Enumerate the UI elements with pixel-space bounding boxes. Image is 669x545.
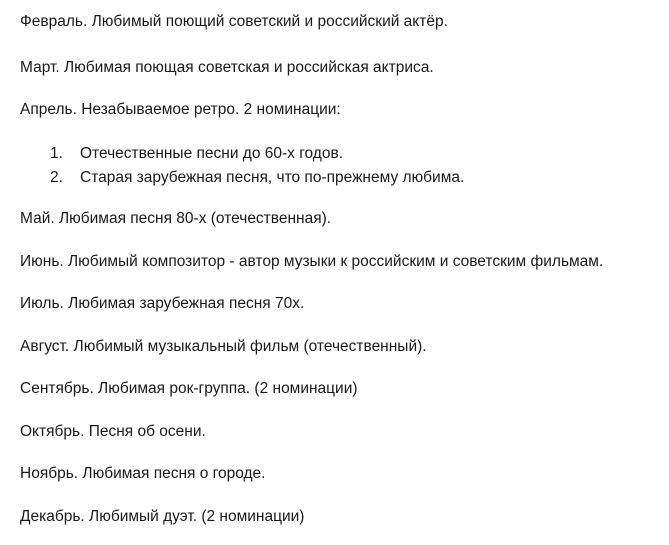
paragraph-july: Июль. Любимая зарубежная песня 70х. — [20, 295, 305, 312]
paragraph-august: Август. Любимый музыкальный фильм (отечественный). — [20, 338, 427, 355]
list-item-number: 2. — [50, 169, 63, 186]
paragraph-september: Сентябрь. Любимая рок-группа. (2 номинации) — [20, 380, 358, 397]
paragraph-february: Февраль. Любимый поющий советский и российский актёр. — [20, 13, 448, 30]
paragraph-december: Декабрь. Любимый дуэт. (2 номинации) — [20, 508, 305, 525]
paragraph-november: Ноябрь. Любимая песня о городе. — [20, 465, 266, 482]
paragraph-april: Апрель. Незабываемое ретро. 2 номинации: — [20, 101, 341, 118]
list-item-number: 1. — [50, 145, 63, 162]
paragraph-march: Март. Любимая поющая советская и российская актриса. — [20, 59, 434, 76]
paragraph-october: Октябрь. Песня об осени. — [20, 423, 206, 440]
list-item-text: Отечественные песни до 60-х годов. — [80, 145, 344, 162]
list-item-text: Старая зарубежная песня, что по-прежнему любима. — [80, 169, 465, 186]
paragraph-june: Июнь. Любимый композитор - автор музыки к российским и советским фильмам. — [20, 253, 604, 270]
paragraph-may: Май. Любимая песня 80-х (отечественная). — [20, 210, 332, 227]
